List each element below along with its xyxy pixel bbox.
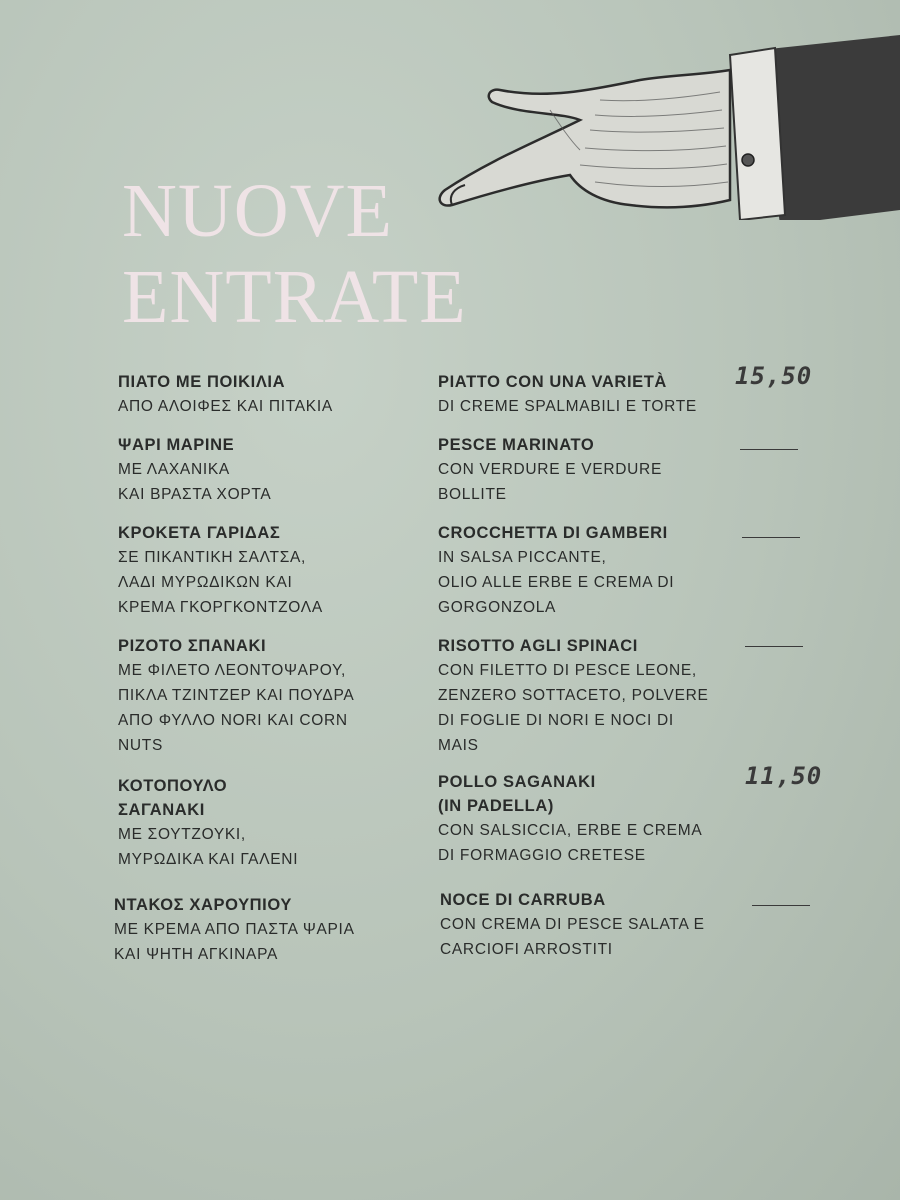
dish-description: ΜΕ ΛΑΧΑΝΙΚΑ ΚΑΙ ΒΡΑΣΤΑ ΧΟΡΤΑ bbox=[118, 461, 272, 503]
dish-name: PIATTO CON UNA VARIETÀ bbox=[438, 373, 667, 391]
menu-item-italian bbox=[440, 888, 740, 962]
dish-name: RISOTTO AGLI SPINACI bbox=[438, 637, 638, 655]
dish-name: ΝΤΑΚΟΣ ΧΑΡΟΥΠΙΟΥ bbox=[114, 896, 292, 914]
menu-item-greek bbox=[118, 370, 418, 419]
dish-name: PESCE MARINATO bbox=[438, 436, 595, 454]
menu-item-greek bbox=[118, 521, 418, 620]
dish-name: ΚΡΟΚΕΤΑ ΓΑΡΙΔΑΣ bbox=[118, 524, 281, 542]
dish-name: ΚΟΤΟΠΟΥΛΟ ΣΑΓΑΝΑΚΙ bbox=[118, 777, 228, 819]
price-handwritten: 11,50 bbox=[745, 762, 823, 790]
menu-item-italian bbox=[438, 634, 738, 758]
price-dash bbox=[745, 646, 803, 647]
dish-description: CON SALSICCIA, ERBE E CREMA DI FORMAGGIO CRETESE bbox=[438, 822, 703, 864]
price-dash bbox=[742, 537, 800, 538]
dish-description: CON VERDURE E VERDURE BOLLITE bbox=[438, 461, 662, 503]
menu-item-greek bbox=[118, 634, 418, 758]
price-handwritten: 15,50 bbox=[735, 362, 813, 390]
menu-item-greek bbox=[118, 774, 418, 872]
menu-item-italian bbox=[438, 370, 738, 419]
dish-description: ΜΕ ΦΙΛΕΤΟ ΛΕΟΝΤΟΨΑΡΟΥ, ΠΙΚΛΑ ΤΖΙΝΤΖΕΡ ΚΑΙ ΠΟΥΔΡΑ ΑΠΟ ΦΥΛΛΟ NORI ΚΑΙ CORN NUTS bbox=[118, 662, 355, 754]
menu-title bbox=[122, 168, 467, 340]
dish-description: CON FILETTO DI PESCE LEONE, ZENZERO SOTTACETO, POLVERE DI FOGLIE DI NORI E NOCI DI MAIS bbox=[438, 662, 709, 754]
menu-item-greek bbox=[118, 433, 418, 507]
dish-name: NOCE DI CARRUBA bbox=[440, 891, 606, 909]
dish-description: CON CREMA DI PESCE SALATA E CARCIOFI ARROSTITI bbox=[440, 916, 705, 958]
dish-description: DI CREME SPALMABILI E TORTE bbox=[438, 398, 697, 415]
dish-description: ΑΠΟ ΑΛΟΙΦΕΣ ΚΑΙ ΠΙΤΑΚΙΑ bbox=[118, 398, 333, 415]
title-line-2: ENTRATE bbox=[122, 255, 467, 339]
dish-description: ΜΕ ΚΡΕΜΑ ΑΠΟ ΠΑΣΤΑ ΨΑΡΙΑ ΚΑΙ ΨΗΤΗ ΑΓΚΙΝΑΡΑ bbox=[114, 921, 355, 963]
title-line-1: NUOVE bbox=[122, 169, 393, 253]
menu-item-italian bbox=[438, 521, 738, 620]
dish-name: ΡΙΖΟΤΟ ΣΠΑΝΑΚΙ bbox=[118, 637, 267, 655]
dish-name: ΠΙΑΤΟ ΜΕ ΠΟΙΚΙΛΙΑ bbox=[118, 373, 286, 391]
pointing-hand-illustration bbox=[430, 30, 900, 220]
dish-name: ΨΑΡΙ ΜΑΡΙΝΕ bbox=[118, 436, 235, 454]
menu-item-greek bbox=[114, 893, 414, 967]
dish-name: POLLO SAGANAKI (IN PADELLA) bbox=[438, 773, 596, 815]
dish-name: CROCCHETTA DI GAMBERI bbox=[438, 524, 668, 542]
menu-item-italian bbox=[438, 770, 738, 868]
dish-description: ΣΕ ΠΙΚΑΝΤΙΚΗ ΣΑΛΤΣΑ, ΛΑΔΙ ΜΥΡΩΔΙΚΩΝ ΚΑΙ ΚΡΕΜΑ ΓΚΟΡΓΚΟΝΤΖΟΛΑ bbox=[118, 549, 323, 616]
price-dash bbox=[752, 905, 810, 906]
dish-description: ΜΕ ΣΟΥΤΖΟΥΚΙ, ΜΥΡΩΔΙΚΑ ΚΑΙ ΓΑΛΕΝΙ bbox=[118, 826, 299, 868]
price-dash bbox=[740, 449, 798, 450]
menu-item-italian bbox=[438, 433, 738, 507]
dish-description: IN SALSA PICCANTE, OLIO ALLE ERBE E CREMA DI GORGONZOLA bbox=[438, 549, 675, 616]
